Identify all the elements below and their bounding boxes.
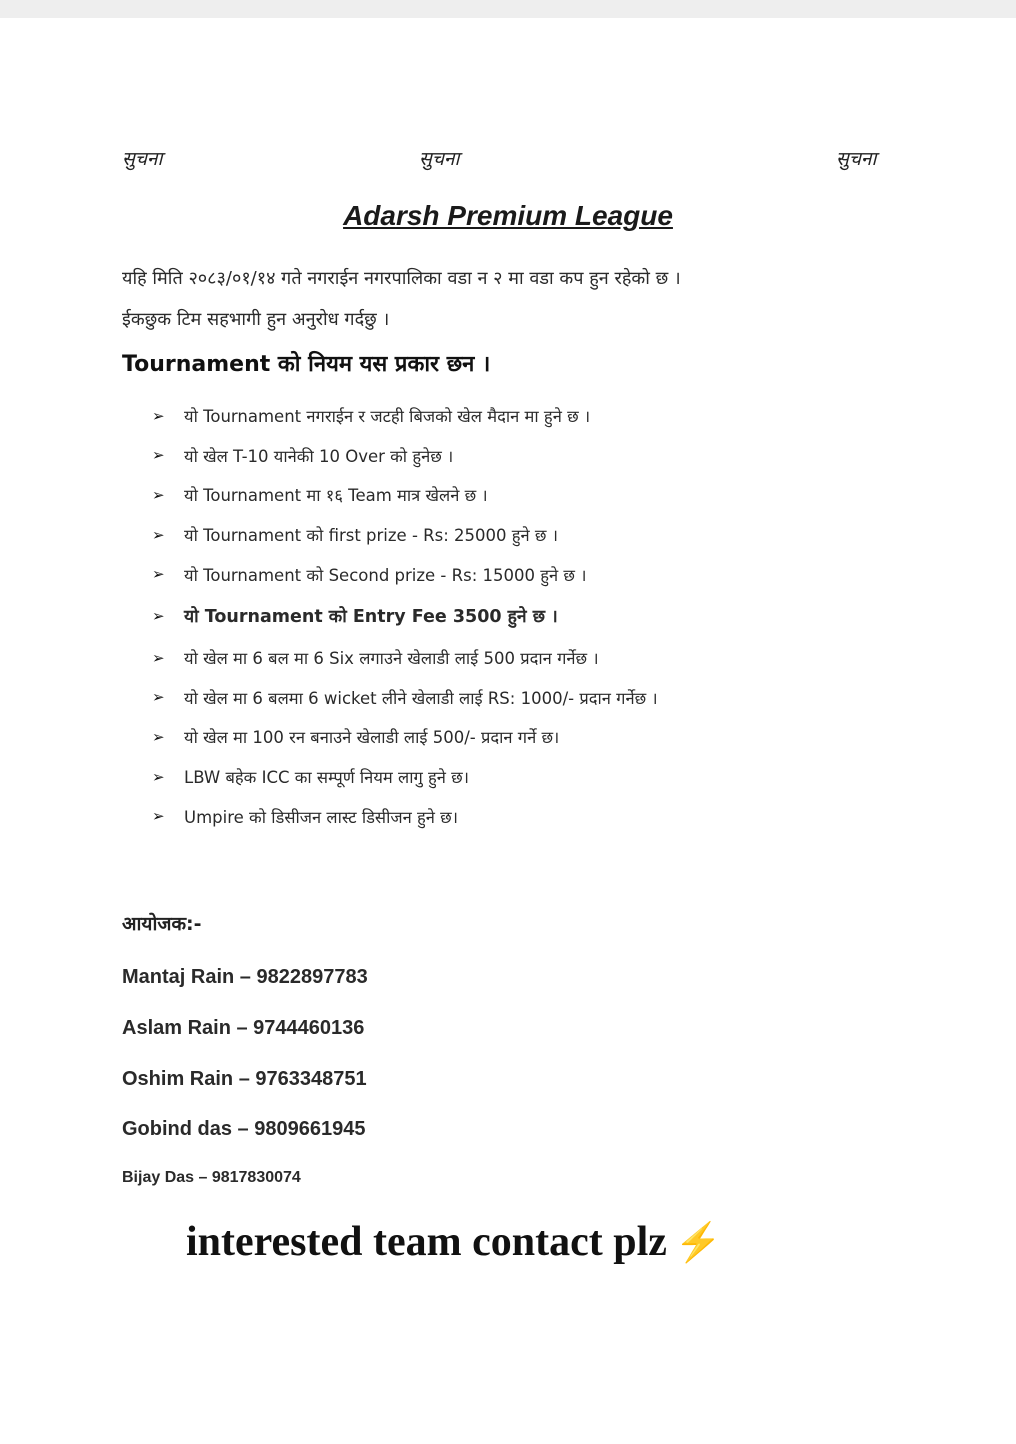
rule-item: [152, 638, 872, 678]
rule-item: [152, 717, 872, 757]
document-title: Adarsh Premium League: [343, 200, 673, 231]
arrow-bullet-icon: ➢: [152, 485, 165, 504]
rule-item: [152, 554, 872, 594]
contact-item: Mantaj Rain – 9822897783: [122, 966, 368, 988]
arrow-bullet-icon: ➢: [152, 406, 165, 425]
arrow-bullet-icon: ➢: [152, 525, 165, 544]
rule-item: [152, 678, 872, 718]
lightning-bolt-icon: ⚡: [674, 1222, 723, 1264]
rule-item: [152, 436, 872, 476]
arrow-bullet-icon: ➢: [152, 648, 165, 667]
arrow-bullet-icon: ➢: [152, 565, 165, 584]
rule-text: LBW बहेक ICC का सम्पूर्ण नियम लागु हुने छ।: [184, 768, 469, 788]
rule-item: [152, 475, 872, 515]
rule-item: [152, 396, 872, 436]
footer-caption: [186, 1218, 826, 1266]
rule-text: यो Tournament मा १६ Team मात्र खेलने छ ।: [184, 486, 488, 506]
notice-word: सुचना: [419, 148, 460, 170]
arrow-bullet-icon: ➢: [152, 727, 165, 746]
rule-text: यो Tournament को Second prize - Rs: 15000 हुने छ ।: [184, 565, 587, 585]
rule-text: यो Tournament को first prize - Rs: 25000 हुने छ ।: [184, 526, 558, 546]
contact-item: Aslam Rain – 9744460136: [122, 1016, 365, 1039]
intro-line: ईकछुक टिम सहभागी हुन अनुरोध गर्दछु ।: [122, 309, 390, 330]
notice-word: सुचना: [122, 148, 163, 170]
notice-row: [0, 145, 1016, 175]
rule-text: यो खेल मा 100 रन बनाउने खेलाडी लाई 500/- प्रदान गर्ने छ।: [184, 728, 560, 748]
rule-item: [152, 757, 872, 797]
arrow-bullet-icon: ➢: [152, 688, 165, 707]
rule-text: यो खेल T-10 यानेकी 10 Over को हुनेछ ।: [184, 446, 454, 466]
notice-word: सुचना: [836, 148, 877, 170]
contact-item: Gobind das – 9809661945: [122, 1118, 366, 1141]
rule-item: [152, 594, 872, 638]
arrow-bullet-icon: ➢: [152, 446, 165, 465]
contact-list: [122, 966, 368, 1220]
footer-text: interested team contact plz: [186, 1219, 667, 1265]
arrow-bullet-icon: ➢: [152, 807, 165, 826]
rule-text: यो Tournament नगराईन र जटही बिजको खेल मैदान मा हुने छ ।: [184, 407, 591, 427]
rule-text: Umpire को डिसीजन लास्ट डिसीजन हुने छ।: [184, 807, 458, 827]
rule-text: यो Tournament को Entry Fee 3500 हुने छ ।: [184, 606, 558, 627]
rule-text: यो खेल मा 6 बल मा 6 Six लगाउने खेलाडी लाई 500 प्रदान गर्नेछ ।: [184, 649, 599, 669]
rule-item: [152, 796, 872, 836]
rules-list: [152, 396, 872, 836]
organizer-label: आयोजक:-: [122, 913, 202, 935]
rule-text: यो खेल मा 6 बलमा 6 wicket लीने खेलाडी लाई RS: 1000/- प्रदान गर्नेछ ।: [184, 688, 658, 708]
contact-item: Oshim Rain – 9763348751: [122, 1067, 367, 1090]
intro-line: यहि मिति २०८३/०१/१४ गते नगराईन नगरपालिका वडा न २ मा वडा कप हुन रहेको छ ।: [122, 268, 681, 289]
rule-item: [152, 515, 872, 555]
arrow-bullet-icon: ➢: [152, 606, 165, 625]
top-bar: [0, 0, 1016, 18]
arrow-bullet-icon: ➢: [152, 767, 165, 786]
contact-item: Bijay Das – 9817830074: [122, 1169, 301, 1187]
rules-heading: Tournament को नियम यस प्रकार छन ।: [122, 352, 491, 377]
